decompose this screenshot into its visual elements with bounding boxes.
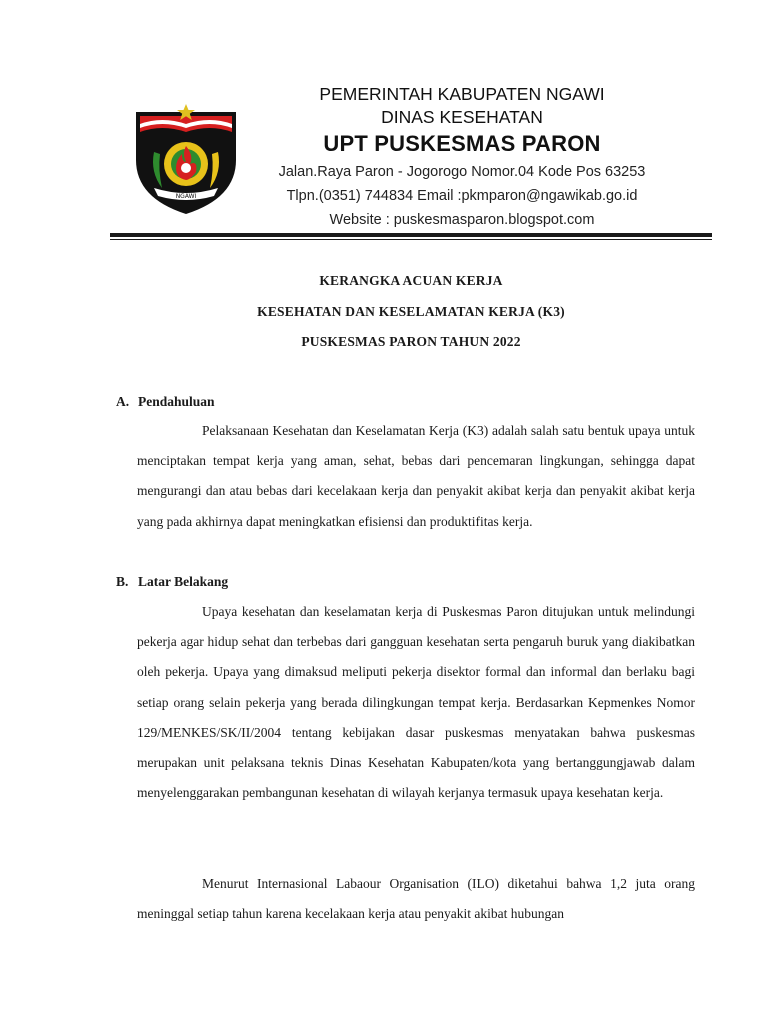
department-name: DINAS KESEHATAN	[381, 107, 543, 127]
doc-title-line1: KERANGKA ACUAN KERJA	[319, 273, 503, 288]
section-title: Pendahuluan	[138, 394, 215, 409]
contact-info: Tlpn.(0351) 744834 Email :pkmparon@ngawikab.go.id	[286, 188, 638, 204]
government-name: PEMERINTAH KABUPATEN NGAWI	[319, 84, 605, 104]
section-title: Latar Belakang	[138, 574, 229, 589]
letterhead-rule	[110, 233, 712, 237]
logo-ribbon-text: NGAWI	[175, 193, 197, 200]
address: Jalan.Raya Paron - Jogorogo Nomor.04 Kode Pos 63253	[278, 164, 646, 180]
paragraph: Menurut Internasional Labaour Organisation (ILO) diketahui bahwa 1,2 juta orang meninggal setiap tahun karena kecelakaan kerja atau penyakit akibat hubungan	[137, 876, 695, 922]
letterhead-rule-thin	[110, 239, 712, 240]
paragraph: Upaya kesehatan dan keselamatan kerja di Puskesmas Paron ditujukan untuk melindungi pekerja agar hidup sehat dan terbebas dari gangguan kesehatan serta pengaruh buruk yang diakibatkan oleh pekerja. Upaya yang dimaksud meliputi pekerja disektor formal dan informal dan berlaku bagi setiap orang selain pekerja yang berada dilingkungan tempat kerja. Berdasarkan Kepmenkes Nomor 129/MENKES/SK/II/2004 tentang kebijakan dasar puskesmas menyatakan bahwa puskesmas merupakan unit pelaksana teknis Dinas Kesehatan Kabupaten/kota yang bertanggungjawab dalam menyelenggarakan pembangunan kesehatan di wilayah kerjanya termasuk upaya kesehatan kerja.	[137, 604, 695, 801]
section-letter: A.	[116, 394, 130, 409]
section-heading-b	[116, 574, 228, 590]
section-heading-a	[116, 394, 215, 410]
doc-title-line3: PUSKESMAS PARON TAHUN 2022	[301, 334, 521, 349]
doc-title-line2: KESEHATAN DAN KESELAMATAN KERJA (K3)	[257, 304, 565, 319]
letterhead	[250, 82, 674, 232]
institution-name: UPT PUSKESMAS PARON	[323, 131, 601, 156]
website: Website : puskesmasparon.blogspot.com	[329, 212, 595, 228]
section-letter: B.	[116, 574, 129, 589]
paragraph: Pelaksanaan Kesehatan dan Keselamatan Kerja (K3) adalah salah satu bentuk upaya untuk menciptakan tempat kerja yang aman, sehat, bebas dari pencemaran lingkungan, sehingga dapat mengurangi dan atau bebas dari kecelakaan kerja dan penyakit akibat kerja dan penyakit akibat kerja yang pada akhirnya dapat meningkatkan efisiensi dan produktifitas kerja.	[137, 423, 695, 529]
puskesmas-logo	[132, 102, 240, 216]
